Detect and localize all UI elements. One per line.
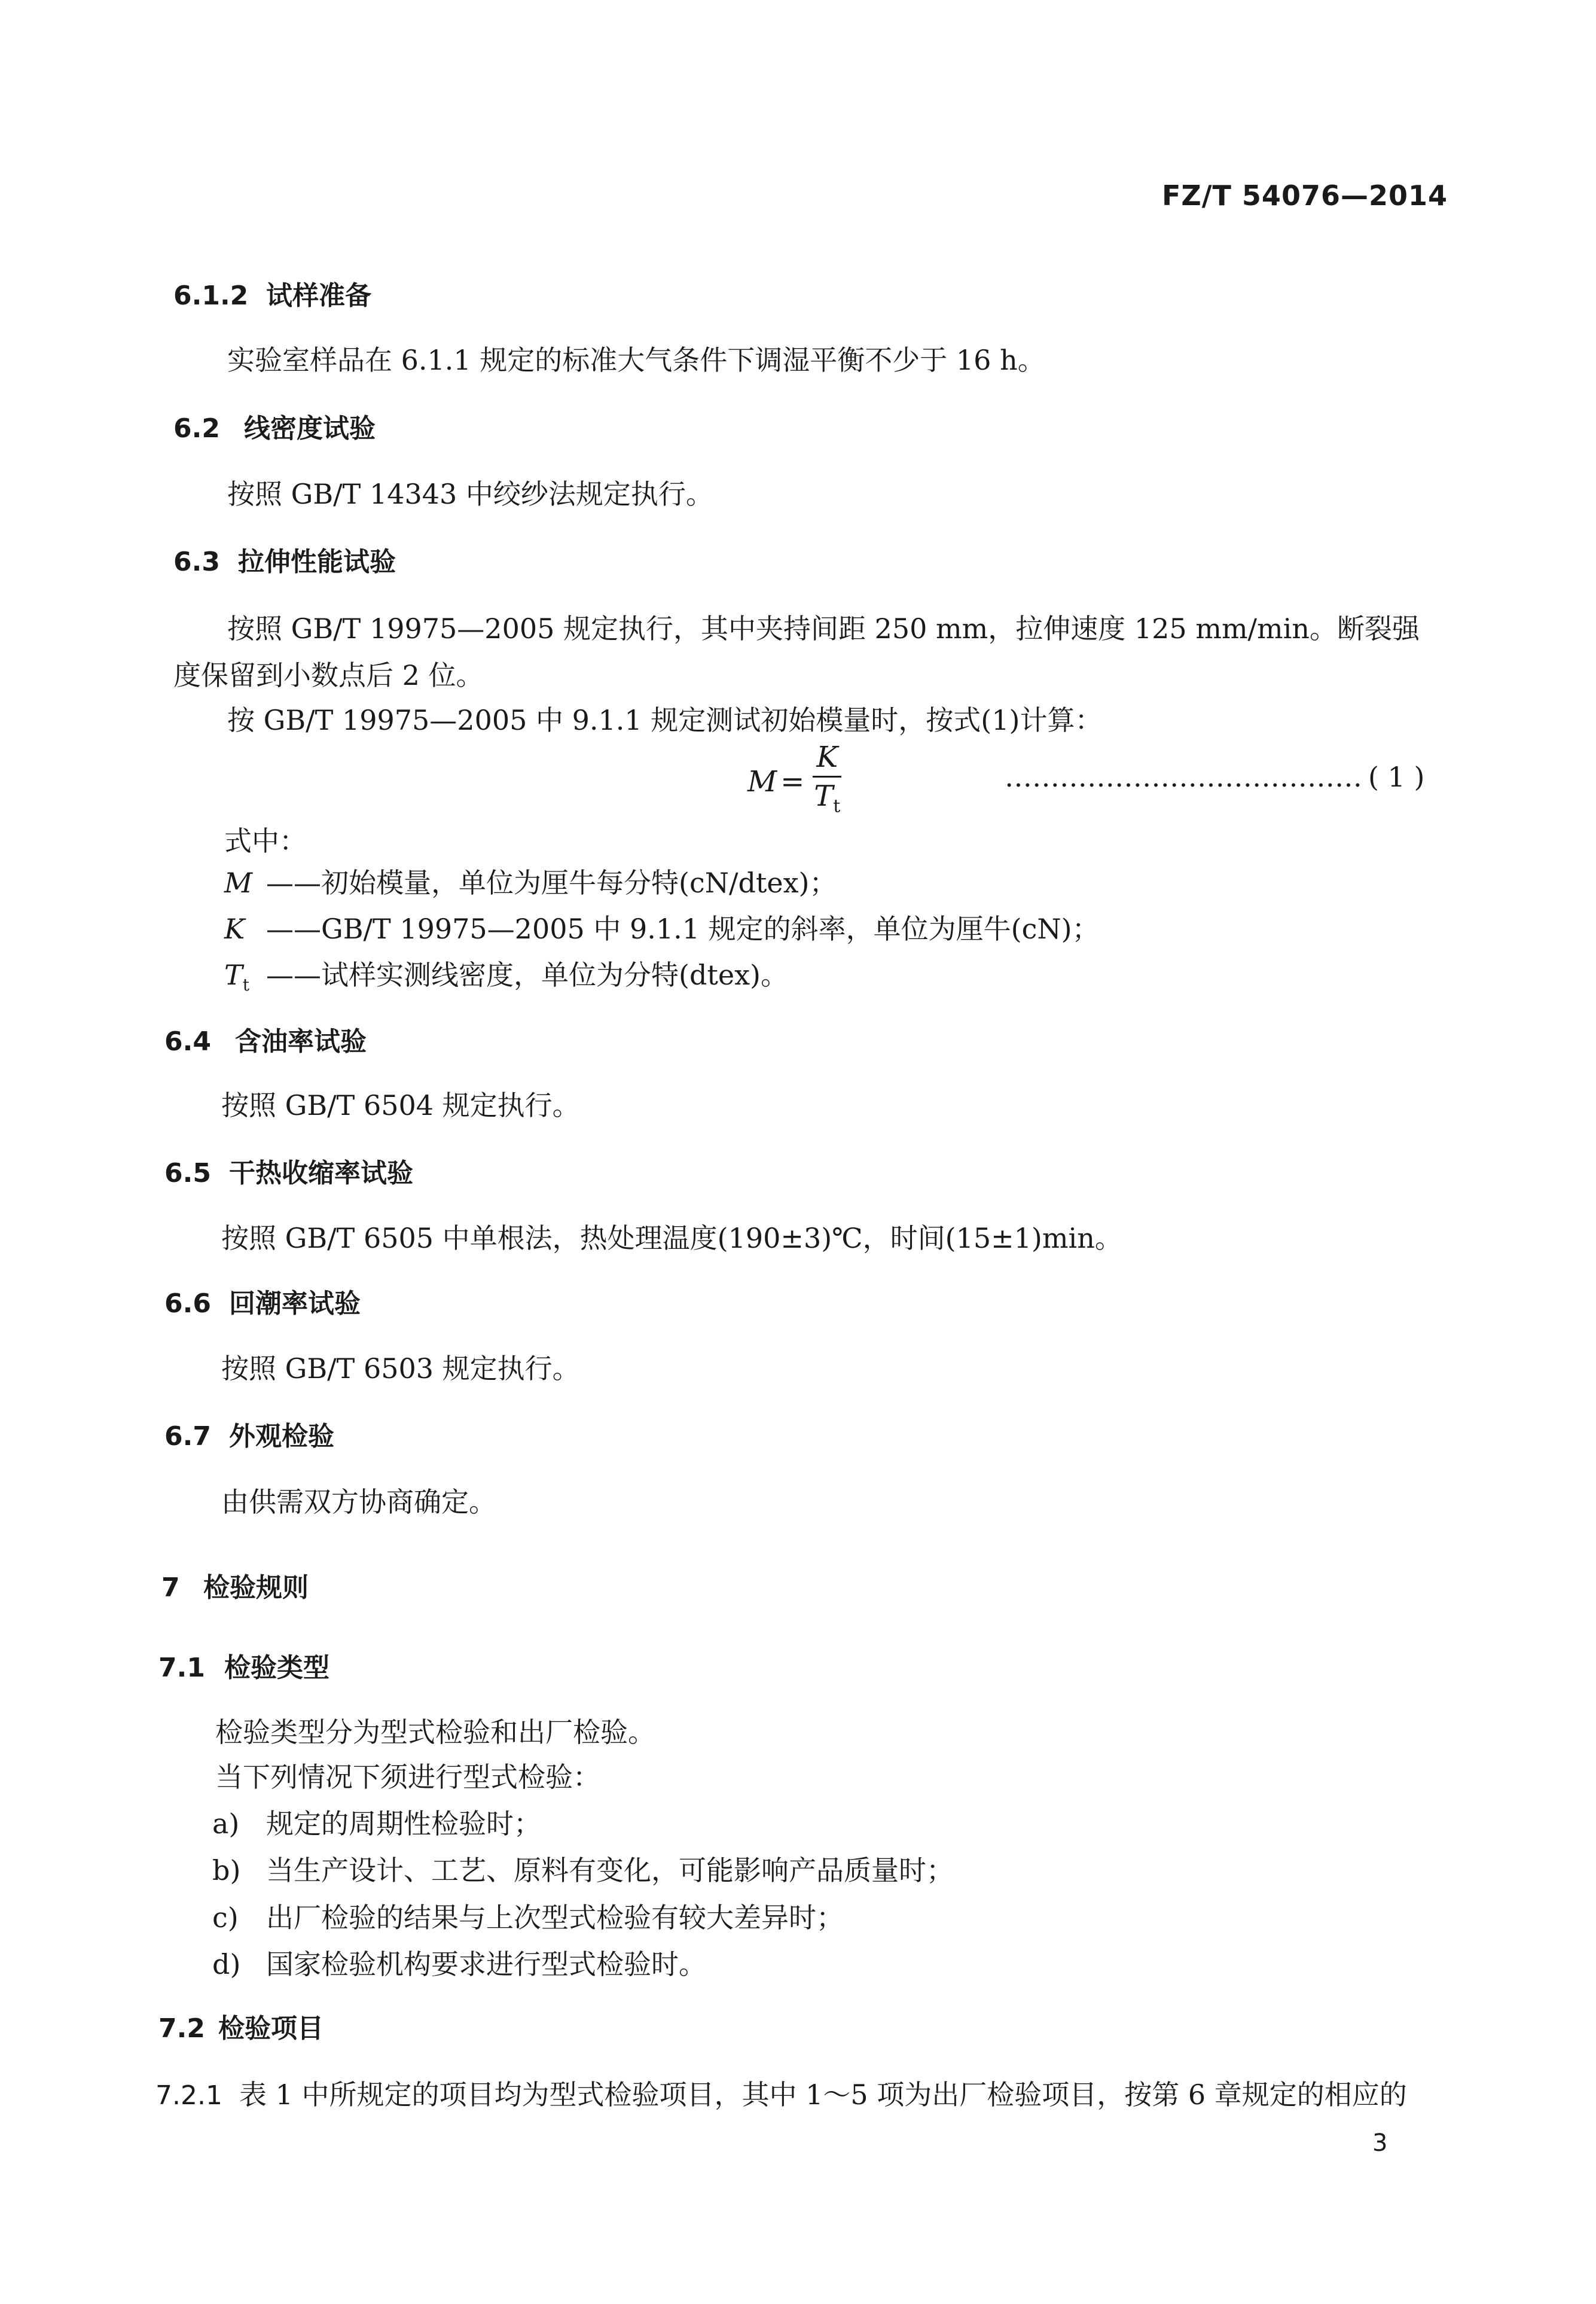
paragraph-6-2: 按照 GB/T 14343 中绞纱法规定执行。 xyxy=(227,478,713,510)
standard-code: FZ/T 54076—2014 xyxy=(1161,179,1448,212)
section-number: 6.6 xyxy=(164,1288,211,1319)
heading-6-6 xyxy=(164,1282,361,1320)
paragraph-6-5: 按照 GB/T 6505 中单根法，热处理温度(190±3)℃，时间(15±1)min。 xyxy=(221,1222,1122,1254)
where-item xyxy=(224,861,837,903)
list-item xyxy=(212,1802,541,1842)
formula-lhs: M xyxy=(747,765,777,799)
section-title: 含油率试验 xyxy=(235,1026,367,1057)
list-item xyxy=(212,1896,844,1936)
paragraph-6-1-2: 实验室样品在 6.1.1 规定的标准大气条件下调湿平衡不少于 16 h。 xyxy=(227,344,1045,376)
paragraph-7-2-1 xyxy=(155,2073,1407,2113)
paragraph-6-6: 按照 GB/T 6503 规定执行。 xyxy=(221,1352,580,1385)
paragraph-6-4: 按照 GB/T 6504 规定执行。 xyxy=(221,1089,580,1121)
section-number: 6.7 xyxy=(164,1421,211,1452)
list-marker: c) xyxy=(212,1901,239,1934)
section-title: 检验类型 xyxy=(224,1653,329,1683)
heading-6-5 xyxy=(164,1151,413,1190)
list-text: 出厂检验的结果与上次型式检验有较大差异时； xyxy=(266,1901,844,1934)
section-title: 干热收缩率试验 xyxy=(229,1158,413,1188)
section-number: 6.2 xyxy=(173,413,220,444)
paragraph-7-1-2: 当下列情况下须进行型式检验： xyxy=(215,1761,600,1793)
section-title: 线密度试验 xyxy=(244,413,376,444)
formula-equals: = xyxy=(780,765,805,799)
heading-7-1 xyxy=(158,1646,329,1684)
heading-7 xyxy=(161,1566,309,1604)
paragraph-text: 表 1 中所规定的项目均为型式检验项目，其中 1～5 项为出厂检验项目，按第 6 章规定的相应的 xyxy=(239,2079,1407,2111)
section-number: 6.3 xyxy=(173,547,220,577)
section-title: 外观检验 xyxy=(229,1421,334,1452)
paragraph-6-3-2: 按 GB/T 19975—2005 中 9.1.1 规定测试初始模量时，按式(1)计算： xyxy=(227,704,1103,736)
symbol: $T_t$ xyxy=(224,959,249,995)
heading-6-3 xyxy=(173,540,396,578)
section-title: 回潮率试验 xyxy=(229,1288,361,1319)
paragraph-6-3-1: 按照 GB/T 19975—2005 规定执行，其中夹持间距 250 mm，拉伸速度 125 mm/min。断裂强度保留到小数点后 2 位。 xyxy=(173,612,1420,691)
section-title: 试样准备 xyxy=(266,281,371,311)
heading-7-2 xyxy=(158,2007,324,2045)
list-item xyxy=(212,1849,954,1888)
page-number: 3 xyxy=(1372,2129,1388,2157)
section-number: 6.5 xyxy=(164,1158,211,1188)
section-number: 7.2.1 xyxy=(155,2080,222,2111)
paragraph-6-7: 由供需双方协商确定。 xyxy=(221,1486,496,1518)
equation-number xyxy=(1005,761,1424,793)
list-marker: b) xyxy=(212,1854,241,1887)
paragraph-7-1-1: 检验类型分为型式检验和出厂检验。 xyxy=(215,1716,655,1748)
where-label: 式中： xyxy=(224,825,307,857)
symbol: M xyxy=(224,867,253,899)
heading-6-1-2 xyxy=(173,274,371,312)
formula-fraction xyxy=(813,739,841,825)
heading-6-4 xyxy=(164,1020,367,1058)
symbol-description: ——初始模量，单位为厘牛每分特(cN/dtex)； xyxy=(266,867,837,899)
list-marker: d) xyxy=(212,1948,241,1980)
where-item xyxy=(224,907,1100,949)
symbol-description: ——试样实测线密度，单位为分特(dtex)。 xyxy=(266,959,788,991)
section-title: 检验规则 xyxy=(203,1572,309,1603)
list-item xyxy=(212,1943,706,1982)
list-text: 国家检验机构要求进行型式检验时。 xyxy=(266,1948,706,1980)
symbol-description: ——GB/T 19975—2005 中 9.1.1 规定的斜率，单位为厘牛(cN)； xyxy=(266,913,1100,945)
list-text: 规定的周期性检验时； xyxy=(266,1808,541,1840)
heading-6-2 xyxy=(173,407,376,445)
formula-numerator: K xyxy=(813,739,841,778)
list-text: 当生产设计、工艺、原料有变化，可能影响产品质量时； xyxy=(266,1854,954,1887)
where-item xyxy=(224,953,788,995)
section-number: 7.1 xyxy=(158,1653,205,1683)
section-title: 检验项目 xyxy=(218,2013,324,2044)
section-number: 6.4 xyxy=(164,1026,211,1057)
formula-1 xyxy=(747,739,841,825)
symbol: K xyxy=(224,913,245,945)
formula-denominator: $T_t$ xyxy=(814,779,841,817)
equation-label: ( 1 ) xyxy=(1368,761,1425,793)
section-number: 7 xyxy=(161,1572,180,1603)
list-marker: a) xyxy=(212,1808,240,1840)
leader-dots: ………………………………… xyxy=(1005,761,1362,793)
heading-6-7 xyxy=(164,1415,334,1453)
section-number: 7.2 xyxy=(158,2013,205,2044)
section-title: 拉伸性能试验 xyxy=(238,547,396,577)
section-number: 6.1.2 xyxy=(173,281,249,311)
